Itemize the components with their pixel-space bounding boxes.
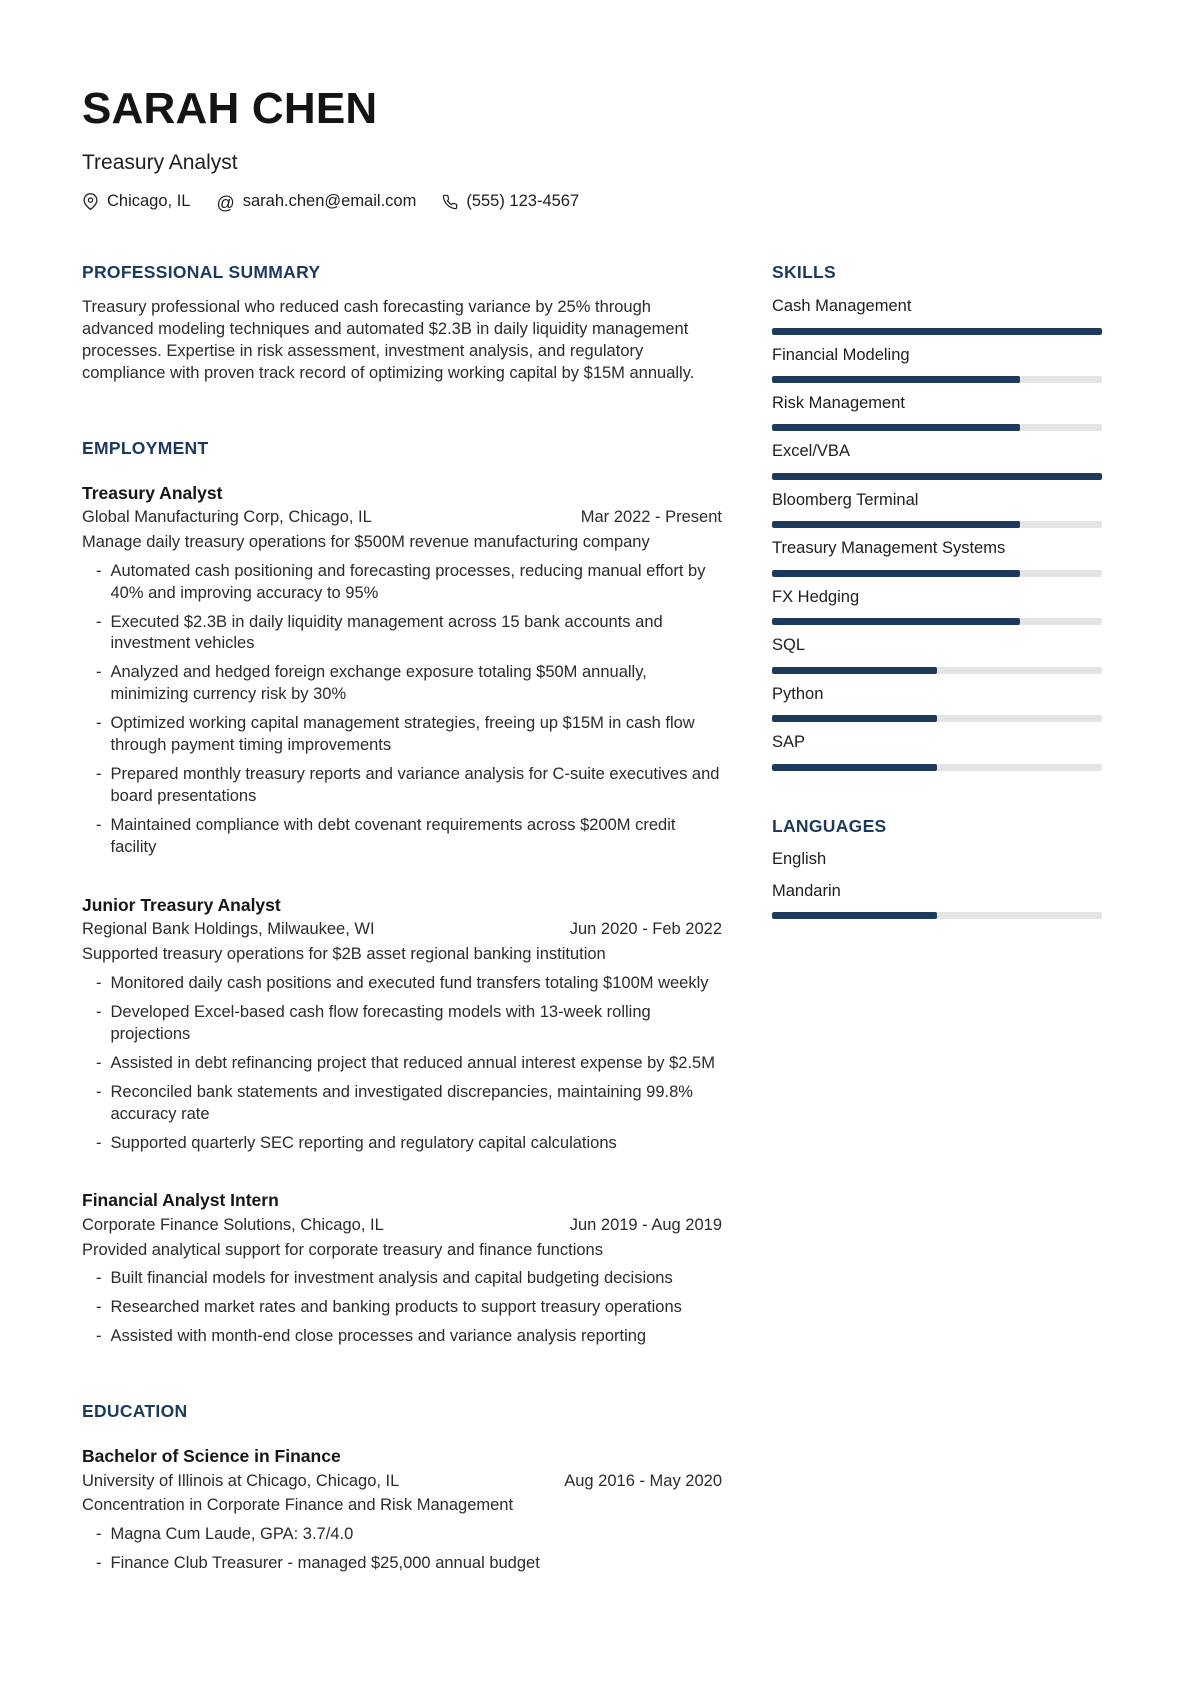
- bullet-item: [82, 662, 722, 706]
- school-name: University of Illinois at Chicago, Chicago, IL: [82, 1471, 400, 1490]
- skill-name: FX Hedging: [772, 587, 860, 606]
- language-list: [772, 849, 1102, 919]
- skill-bar-fill: [772, 715, 937, 722]
- skill-bar-fill: [772, 424, 1020, 431]
- skill-bar-track: [772, 328, 1102, 335]
- resume-header: [82, 86, 1118, 211]
- contact-phone-text: (555) 123-4567: [466, 192, 580, 211]
- skill-name: SAP: [772, 733, 806, 752]
- skill-item: [772, 441, 1102, 479]
- education-entry: [82, 1444, 722, 1575]
- skill-item: [772, 393, 1102, 431]
- bullet-text: - Assisted with month-end close processes and variance analysis reporting: [110, 1327, 647, 1346]
- contact-location: [82, 192, 190, 211]
- phone-icon: [442, 194, 458, 210]
- job-entry: [82, 1188, 722, 1348]
- section-heading-education: EDUCATION: [82, 1401, 188, 1422]
- contact-phone: [442, 192, 579, 211]
- contact-email-text: sarah.chen@email.com: [242, 192, 417, 211]
- bullet-item: [82, 1053, 722, 1075]
- job-title: Financial Analyst Intern: [82, 1190, 279, 1211]
- skill-bar-fill: [772, 667, 937, 674]
- bullet-item: [82, 1326, 722, 1348]
- bullet-item: [82, 1524, 722, 1546]
- bullet-item: [82, 1002, 722, 1046]
- education-bullet-list: [82, 1524, 722, 1575]
- contact-email: [216, 192, 416, 211]
- language-bar-fill: [772, 912, 937, 919]
- education-description: Concentration in Corporate Finance and Risk Management: [82, 1496, 514, 1515]
- language-name: Mandarin: [772, 881, 841, 900]
- skill-bar-track: [772, 473, 1102, 480]
- language-bar-track: [772, 912, 1102, 919]
- skill-name: Risk Management: [772, 394, 905, 412]
- skill-name: SQL: [772, 636, 806, 655]
- skill-item: [772, 345, 1102, 383]
- skill-list: [772, 296, 1102, 770]
- section-heading-employment: EMPLOYMENT: [82, 437, 209, 458]
- job-entry: [82, 481, 722, 859]
- bullet-item: [82, 815, 722, 859]
- contact-location-text: Chicago, IL: [107, 192, 191, 211]
- bullet-text: - Developed Excel-based cash flow forecasting models with 13-week rolling projections: [110, 1002, 651, 1043]
- section-education: [82, 1400, 722, 1575]
- skill-name: Financial Modeling: [772, 345, 910, 364]
- skill-name: Excel/VBA: [772, 442, 850, 461]
- skill-item: [772, 684, 1102, 722]
- language-item: [772, 881, 1102, 919]
- bullet-item: [82, 1268, 722, 1290]
- job-subrow: [82, 1213, 722, 1238]
- bullet-item: [82, 1082, 722, 1126]
- skill-item: [772, 587, 1102, 625]
- bullet-item: [82, 612, 722, 656]
- section-skills: [772, 261, 1102, 770]
- bullet-item: [82, 561, 722, 605]
- bullet-text: - Finance Club Treasurer - managed $25,000 annual budget: [110, 1553, 540, 1572]
- skill-bar-track: [772, 521, 1102, 528]
- candidate-name: SARAH CHEN: [82, 84, 378, 133]
- skill-bar-fill: [772, 521, 1020, 528]
- section-heading-languages: LANGUAGES: [772, 815, 887, 836]
- bullet-list: [82, 973, 722, 1155]
- job-dates: Mar 2022 - Present: [580, 508, 722, 527]
- language-item: [772, 849, 1102, 870]
- at-sign-icon: @: [216, 192, 235, 213]
- bullet-text: - Reconciled bank statements and investigated discrepancies, maintaining 99.8% accuracy rate: [110, 1082, 693, 1123]
- bullet-item: [82, 1553, 722, 1575]
- skill-bar-fill: [772, 376, 1020, 383]
- section-employment: [82, 437, 722, 1348]
- main-column: [82, 261, 722, 1575]
- skill-bar-fill: [772, 570, 1020, 577]
- bullet-item: [82, 1133, 722, 1155]
- bullet-text: - Automated cash positioning and forecasting processes, reducing manual effort by 40% and improving accuracy to 95%: [110, 561, 706, 602]
- contact-row: [82, 192, 1118, 211]
- job-title: Junior Treasury Analyst: [82, 894, 281, 915]
- bullet-list: [82, 561, 722, 859]
- job-description: Provided analytical support for corporate treasury and finance functions: [82, 1240, 603, 1259]
- skill-bar-fill: [772, 328, 1102, 335]
- job-subrow: [82, 505, 722, 530]
- bullet-text: - Monitored daily cash positions and executed fund transfers totaling $100M weekly: [110, 973, 709, 992]
- sidebar: [772, 261, 1102, 1575]
- job-company: Corporate Finance Solutions, Chicago, IL: [82, 1215, 384, 1234]
- skill-bar-track: [772, 764, 1102, 771]
- job-dates: Jun 2020 - Feb 2022: [569, 920, 722, 939]
- job-description: Supported treasury operations for $2B asset regional banking institution: [82, 945, 606, 964]
- skill-name: Python: [772, 684, 824, 703]
- degree-title: Bachelor of Science in Finance: [82, 1446, 341, 1466]
- bullet-text: - Analyzed and hedged foreign exchange exposure totaling $50M annually, minimizing currency risk by 30%: [110, 663, 647, 704]
- skill-bar-track: [772, 376, 1102, 383]
- bullet-list: [82, 1268, 722, 1348]
- skill-bar-track: [772, 570, 1102, 577]
- skill-bar-track: [772, 667, 1102, 674]
- bullet-item: [82, 973, 722, 995]
- skill-item: [772, 635, 1102, 673]
- section-professional-summary: [82, 261, 722, 385]
- job-subrow: [82, 917, 722, 942]
- bullet-text: - Maintained compliance with debt covenant requirements across $200M credit facility: [110, 816, 676, 856]
- resume-body-columns: [82, 261, 1118, 1575]
- skill-item: [772, 732, 1102, 770]
- bullet-text: - Executed $2.3B in daily liquidity management across 15 bank accounts and investment vehicles: [110, 612, 663, 653]
- section-heading-skills: SKILLS: [772, 262, 837, 283]
- language-name: English: [772, 850, 827, 869]
- skill-bar-track: [772, 715, 1102, 722]
- job-list: [82, 481, 722, 1349]
- skill-bar-fill: [772, 764, 937, 771]
- skill-bar-fill: [772, 618, 1020, 625]
- job-entry: [82, 893, 722, 1155]
- job-company: Regional Bank Holdings, Milwaukee, WI: [82, 920, 375, 939]
- education-subrow: [82, 1469, 722, 1494]
- bullet-item: [82, 713, 722, 757]
- bullet-text: - Built financial models for investment analysis and capital budgeting decisions: [110, 1269, 673, 1288]
- skill-name: Bloomberg Terminal: [772, 490, 919, 509]
- summary-text: Treasury professional who reduced cash forecasting variance by 25% through advanced modeling techniques and automated $2.3B in daily liquidity management processes. Expertise in risk assessment, investment analysis, and regulatory compliance with proven track record of optimizing working capital by $15M annually.: [82, 298, 695, 382]
- section-heading-summary: PROFESSIONAL SUMMARY: [82, 262, 321, 283]
- job-title: Treasury Analyst: [82, 482, 223, 503]
- education-dates: Aug 2016 - May 2020: [564, 1471, 722, 1490]
- bullet-text: - Prepared monthly treasury reports and variance analysis for C-suite executives and board presentations: [110, 765, 720, 806]
- job-description: Manage daily treasury operations for $500M revenue manufacturing company: [82, 532, 650, 551]
- skill-item: [772, 490, 1102, 528]
- bullet-text: - Magna Cum Laude, GPA: 3.7/4.0: [110, 1525, 354, 1543]
- bullet-text: - Optimized working capital management strategies, freeing up $15M in cash flow through payment timing improvements: [110, 714, 695, 755]
- section-languages: [772, 815, 1102, 920]
- bullet-text: - Researched market rates and banking products to support treasury operations: [110, 1298, 682, 1317]
- bullet-text: - Supported quarterly SEC reporting and regulatory capital calculations: [110, 1133, 617, 1152]
- job-company: Global Manufacturing Corp, Chicago, IL: [82, 508, 372, 527]
- skill-item: [772, 538, 1102, 576]
- skill-bar-track: [772, 618, 1102, 625]
- location-pin-icon: [82, 193, 99, 210]
- bullet-item: [82, 764, 722, 808]
- skill-bar-track: [772, 424, 1102, 431]
- bullet-text: - Assisted in debt refinancing project that reduced annual interest expense by $2.5M: [110, 1053, 715, 1072]
- skill-name: Cash Management: [772, 297, 912, 316]
- bullet-item: [82, 1297, 722, 1319]
- skill-item: [772, 296, 1102, 334]
- skill-name: Treasury Management Systems: [772, 539, 1006, 558]
- candidate-job-title: Treasury Analyst: [82, 151, 238, 175]
- education-list: [82, 1444, 722, 1575]
- skill-bar-fill: [772, 473, 1102, 480]
- job-dates: Jun 2019 - Aug 2019: [569, 1215, 722, 1234]
